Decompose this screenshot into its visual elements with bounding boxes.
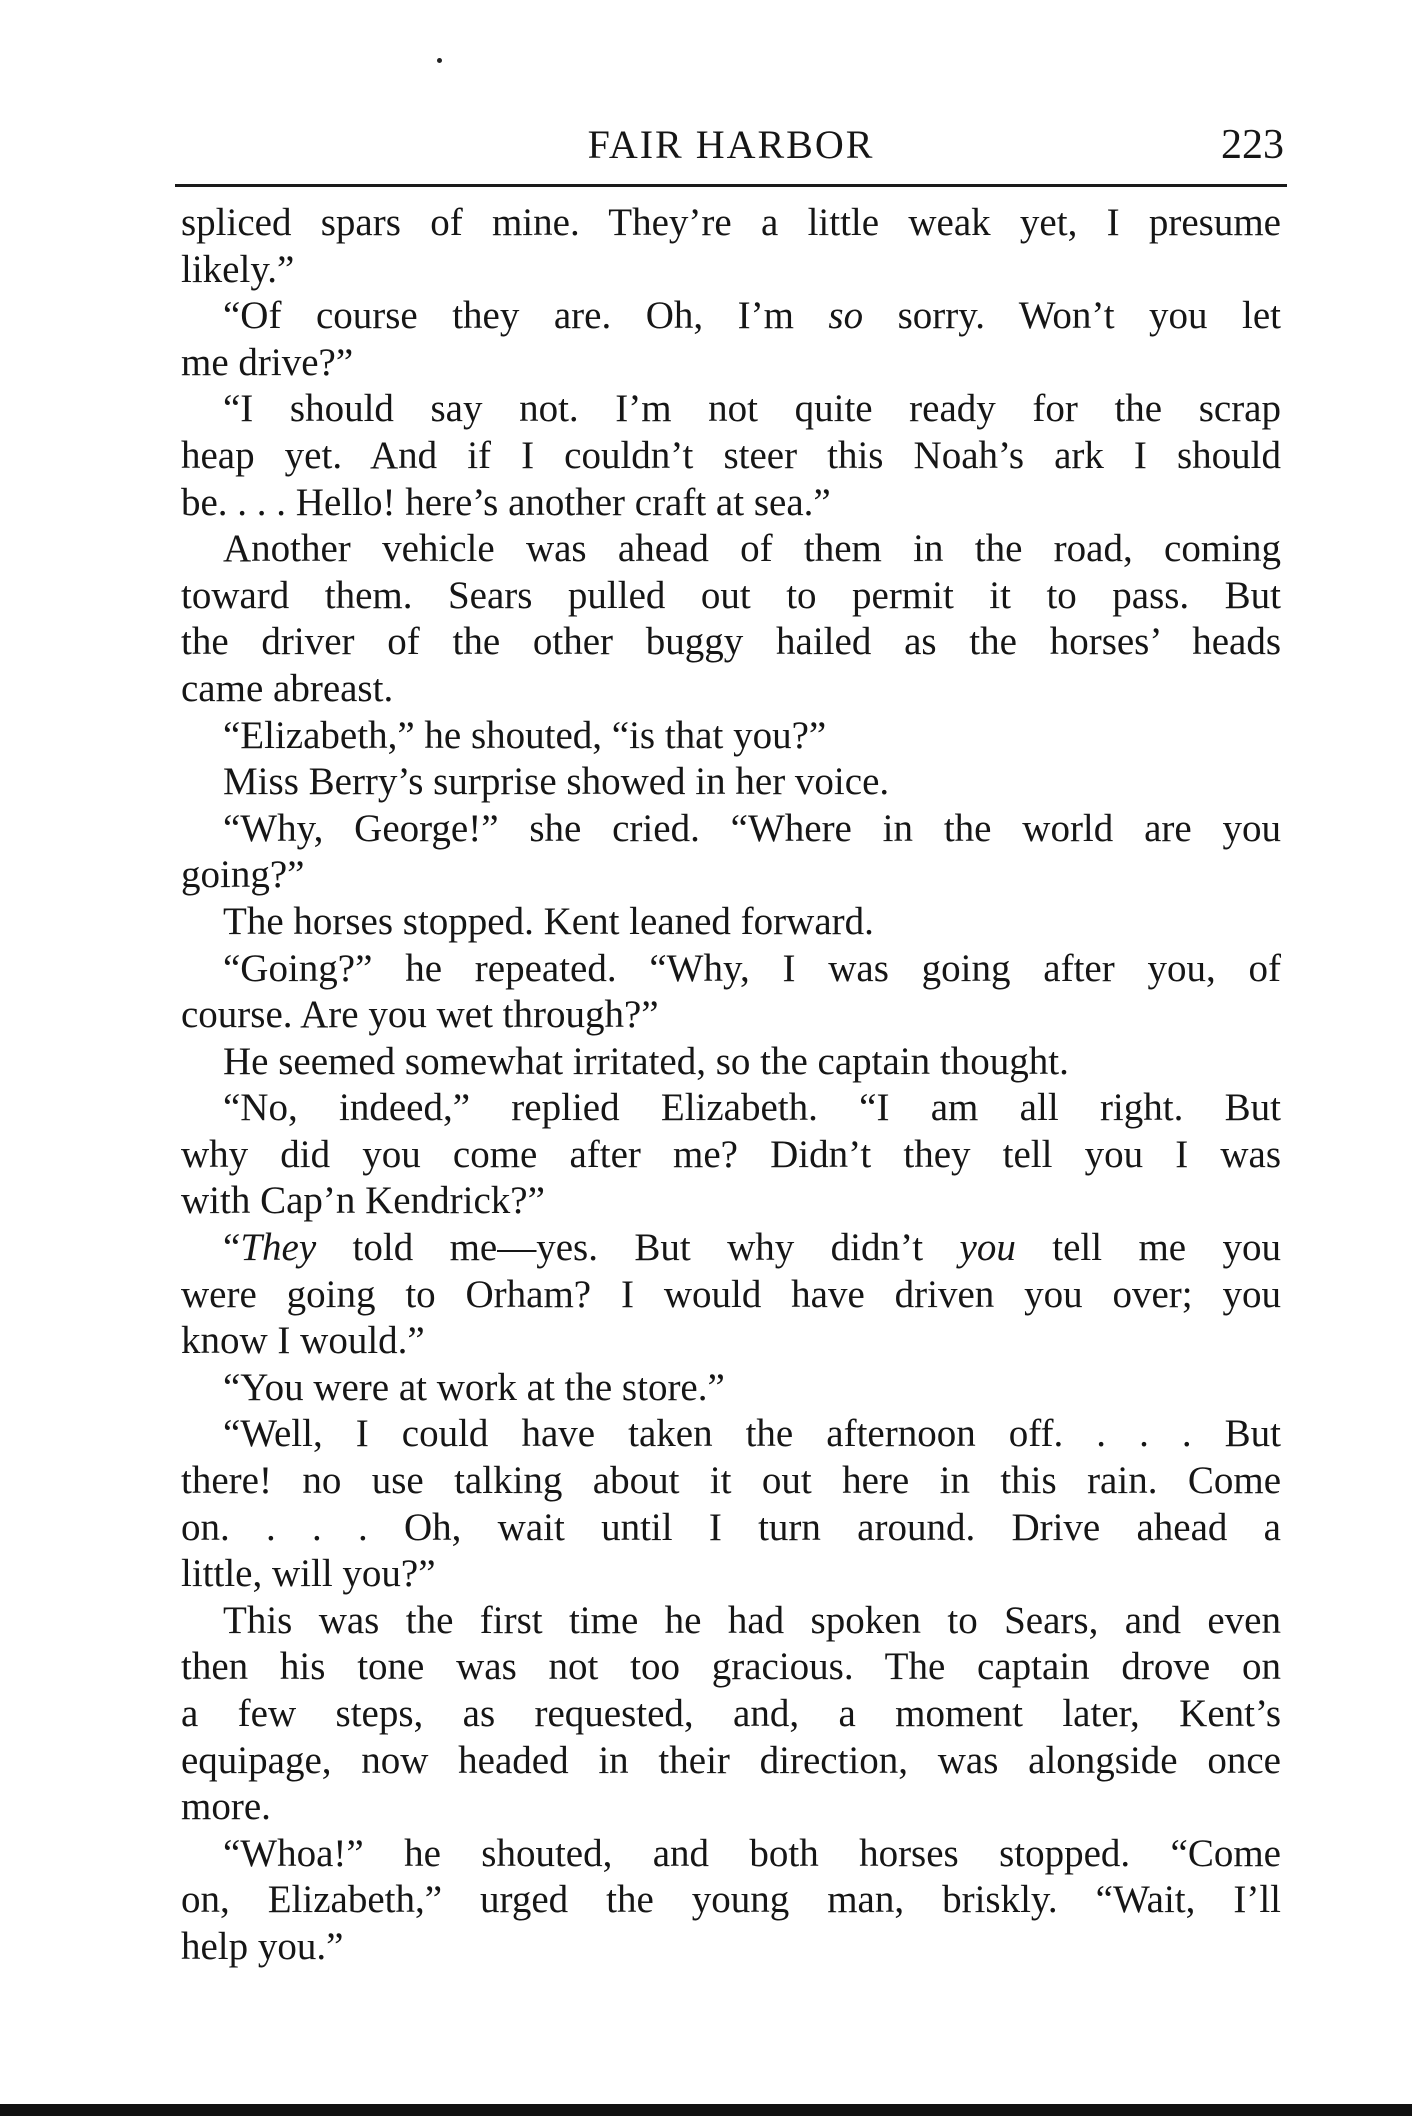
- text-line: “No, indeed,” replied Elizabeth. “I am all right. But: [223, 1086, 1281, 1130]
- text-line: little, will you?”: [181, 1552, 436, 1596]
- body-text: [181, 200, 1281, 1971]
- text-line: on. . . . Oh, wait until I turn around. Drive ahead a: [181, 1505, 1281, 1549]
- text-line: “Why, George!” she cried. “Where in the world are you: [223, 806, 1281, 850]
- text-line: The horses stopped. Kent leaned forward.: [223, 899, 874, 943]
- page-header: [178, 118, 1284, 178]
- text-line: heap yet. And if I couldn’t steer this Noah’s ark I should: [181, 433, 1281, 477]
- text-line: equipage, now headed in their direction, was alongside once: [181, 1738, 1281, 1782]
- text-line: “Going?” he repeated. “Why, I was going after you, of: [223, 946, 1281, 990]
- text-line: “Whoa!” he shouted, and both horses stopped. “Come: [223, 1831, 1281, 1875]
- text-line: more.: [181, 1785, 271, 1829]
- text-line: going?”: [181, 853, 305, 897]
- header-rule: [175, 184, 1287, 187]
- text-line: “Of course they are. Oh, I’m so sorry. Won’t you let: [223, 294, 1281, 338]
- text-line: “I should say not. I’m not quite ready for the scrap: [223, 387, 1281, 431]
- text-line: spliced spars of mine. They’re a little weak yet, I presume: [181, 201, 1281, 244]
- text-line: course. Are you wet through?”: [181, 993, 659, 1037]
- text-line: “Well, I could have taken the afternoon off. . . . But: [223, 1412, 1281, 1456]
- running-title: FAIR HARBOR: [587, 122, 875, 167]
- text-line: “They told me—yes. But why didn’t you tell me you: [223, 1226, 1281, 1270]
- text-line: be. . . . Hello! here’s another craft at sea.”: [181, 480, 831, 524]
- text-line: there! no use talking about it out here in this rain. Come: [181, 1459, 1281, 1503]
- text-line: help you.”: [181, 1924, 344, 1968]
- text-line: a few steps, as requested, and, a moment later, Kent’s: [181, 1692, 1281, 1735]
- text-line: the driver of the other buggy hailed as the horses’ heads: [181, 620, 1281, 664]
- text-line: me drive?”: [181, 340, 354, 384]
- text-line: Another vehicle was ahead of them in the road, coming: [223, 527, 1281, 571]
- text-line: toward them. Sears pulled out to permit it to pass. But: [181, 573, 1281, 617]
- text-line: He seemed somewhat irritated, so the captain thought.: [223, 1039, 1069, 1083]
- text-line: likely.”: [181, 247, 295, 291]
- text-line: were going to Orham? I would have driven you over; you: [181, 1272, 1281, 1316]
- text-line: This was the first time he had spoken to Sears, and even: [223, 1598, 1281, 1642]
- text-line: with Cap’n Kendrick?”: [181, 1179, 545, 1223]
- text-line: know I would.”: [181, 1319, 425, 1363]
- text-line: on, Elizabeth,” urged the young man, briskly. “Wait, I’ll: [181, 1878, 1281, 1922]
- text-line: then his tone was not too gracious. The captain drove on: [181, 1645, 1281, 1689]
- page-number: 223: [1221, 122, 1284, 168]
- text-line: came abreast.: [181, 666, 394, 710]
- text-line: Miss Berry’s surprise showed in her voice.: [223, 760, 890, 804]
- scan-bottom-edge: [0, 2104, 1412, 2116]
- text-line: “You were at work at the store.”: [223, 1365, 725, 1409]
- ink-speck: [437, 58, 442, 63]
- text-line: why did you come after me? Didn’t they tell you I was: [181, 1132, 1281, 1176]
- text-line: “Elizabeth,” he shouted, “is that you?”: [223, 713, 827, 757]
